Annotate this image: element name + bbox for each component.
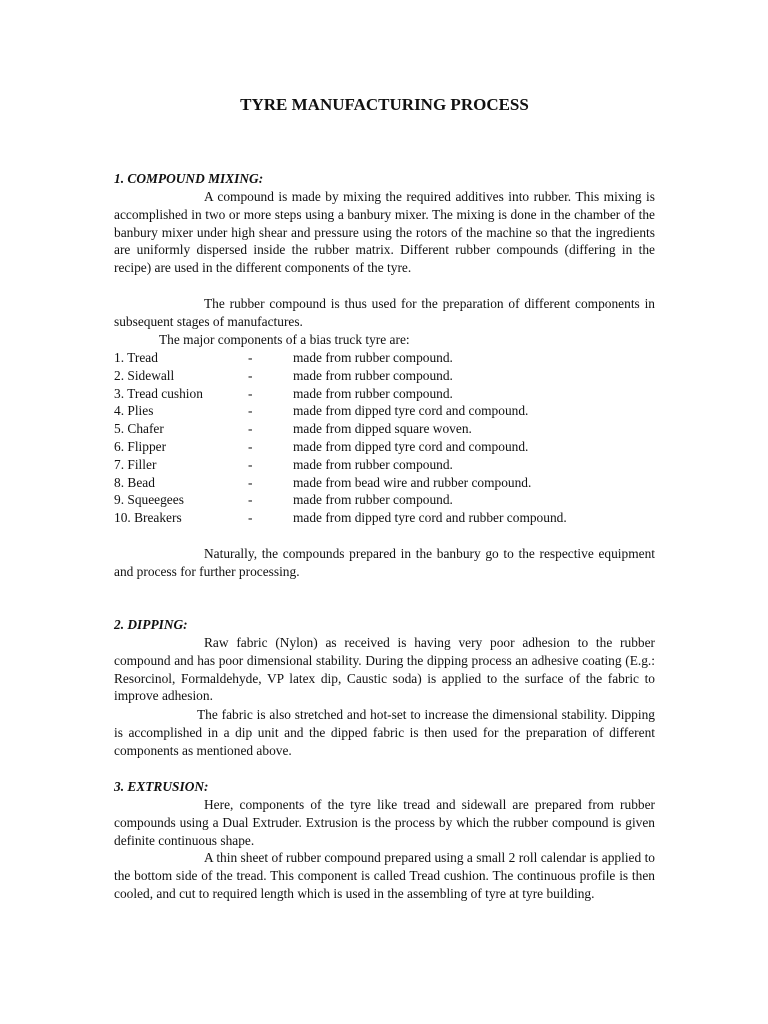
paragraph: Naturally, the compounds prepared in the banbury go to the respective equipment and process for further processing. <box>114 546 655 579</box>
component-desc: made from rubber compound. <box>293 492 453 508</box>
list-item <box>114 402 655 420</box>
section-heading-extrusion: 3. EXTRUSION: <box>114 779 209 794</box>
component-desc: made from bead wire and rubber compound. <box>293 474 532 490</box>
list-item <box>114 509 655 527</box>
component-desc: made from dipped square woven. <box>293 421 472 437</box>
dash: - <box>248 367 253 383</box>
component-desc: made from rubber compound. <box>293 456 453 472</box>
component-name: 1. Tread <box>114 350 158 365</box>
paragraph: The fabric is also stretched and hot-set to increase the dimensional stability. Dipping is accomplished in a dip unit and the dipped fabric is then used for the preparation of different components as mentioned above. <box>114 707 655 758</box>
dash: - <box>248 421 253 437</box>
component-name: 6. Flipper <box>114 438 167 454</box>
component-name: 2. Sidewall <box>114 367 175 383</box>
paragraph: Here, components of the tyre like tread and sidewall are prepared from rubber compounds using a Dual Extruder. Extrusion is the process by which the rubber compound is given definite continuous shape. <box>114 797 655 848</box>
component-desc: made from dipped tyre cord and compound. <box>293 438 529 454</box>
section-heading-dipping: 2. DIPPING: <box>114 617 188 632</box>
list-item <box>114 385 655 403</box>
component-desc: made from dipped tyre cord and rubber compound. <box>293 510 567 526</box>
document-title: TYRE MANUFACTURING PROCESS <box>240 95 529 114</box>
paragraph: A compound is made by mixing the required additives into rubber. This mixing is accomplished in two or more steps using a banbury mixer. The mixing is done in the chamber of the banbury mixer under high shear and pressure using the rotors of the machine so that the ingredients are uniformly dispersed inside the rubber matrix. Different rubber compounds (differing in the recipe) are used in the different components of the tyre. <box>114 189 655 276</box>
components-list <box>114 349 655 527</box>
list-item <box>114 456 655 474</box>
dash: - <box>248 474 253 490</box>
component-desc: made from rubber compound. <box>293 367 453 383</box>
dash: - <box>248 438 253 454</box>
list-item <box>114 491 655 509</box>
list-item <box>114 474 655 492</box>
dash: - <box>248 510 253 526</box>
list-item <box>114 438 655 456</box>
list-item <box>114 349 655 367</box>
paragraph: A thin sheet of rubber compound prepared using a small 2 roll calendar is applied to the bottom side of the tread. This component is called Tread cushion. The continuous profile is then cooled, and cut to required length which is used in the assembling of tyre at tyre building. <box>114 850 655 901</box>
component-name: 4. Plies <box>114 403 154 419</box>
component-name: 3. Tread cushion <box>114 385 203 401</box>
component-name: 10. Breakers <box>114 510 182 526</box>
component-desc: made from rubber compound. <box>293 350 453 365</box>
dash: - <box>248 456 253 472</box>
paragraph: Raw fabric (Nylon) as received is having very poor adhesion to the rubber compound and has poor dimensional stability. During the dipping process an adhesive coating (E.g.: Resorcinol, Formaldehyde, VP latex dip, Caustic soda) is applied to the surface of the fabric to improve adhesion. <box>114 635 655 704</box>
component-name: 5. Chafer <box>114 421 164 437</box>
component-name: 8. Bead <box>114 474 155 490</box>
component-name: 9. Squeegees <box>114 492 184 508</box>
dash: - <box>248 492 253 508</box>
component-name: 7. Filler <box>114 456 157 472</box>
dash: - <box>248 403 253 419</box>
paragraph: The rubber compound is thus used for the preparation of different components in subsequent stages of manufactures. <box>114 296 655 329</box>
dash: - <box>248 385 253 401</box>
section-heading-compound-mixing: 1. COMPOUND MIXING: <box>114 171 264 186</box>
paragraph: The major components of a bias truck tyre are: <box>159 332 410 347</box>
component-desc: made from rubber compound. <box>293 385 453 401</box>
list-item <box>114 420 655 438</box>
dash: - <box>248 350 253 365</box>
list-item <box>114 367 655 385</box>
component-desc: made from dipped tyre cord and compound. <box>293 403 529 419</box>
